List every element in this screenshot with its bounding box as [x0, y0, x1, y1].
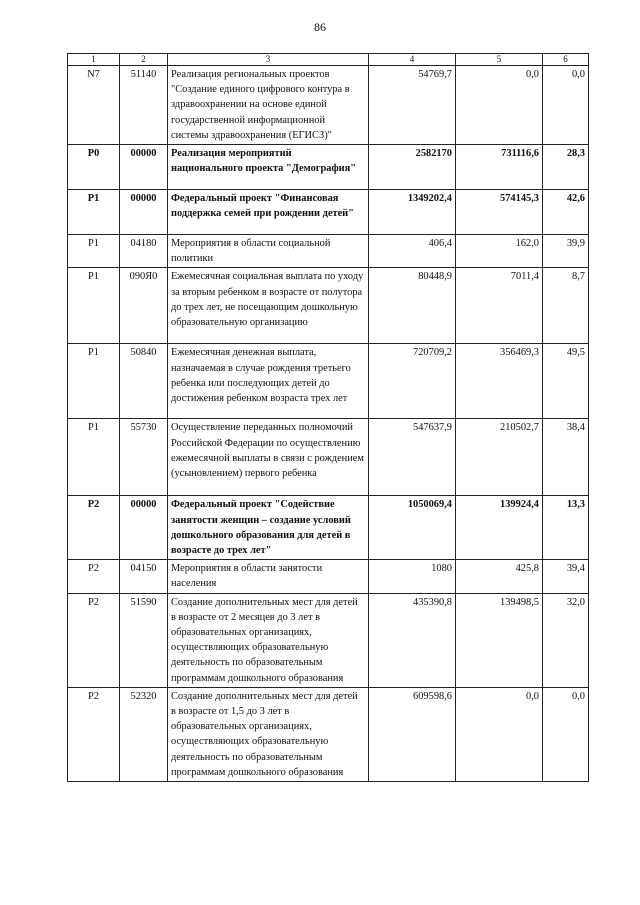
table-row	[68, 419, 589, 496]
row-direction-code: 55730	[120, 419, 168, 496]
row-value-col5: 0,0	[456, 66, 543, 145]
row-value-col4: 1349202,4	[369, 190, 456, 235]
row-value-col4: 720709,2	[369, 344, 456, 419]
row-value-col6: 8,7	[543, 268, 589, 344]
row-value-col4: 2582170	[369, 145, 456, 190]
row-direction-code: 04180	[120, 235, 168, 268]
row-name: Реализация региональных проектов "Создание единого цифрового контура в здравоохранении на основе единой государственной информационной системы здравоохранения (ЕГИСЗ)"	[168, 66, 369, 145]
row-name: Федеральный проект "Финансовая поддержка семей при рождении детей"	[168, 190, 369, 235]
column-header-3: 3	[168, 54, 369, 66]
row-direction-code: 04150	[120, 560, 168, 593]
row-direction-code: 00000	[120, 496, 168, 560]
row-program-code: P1	[68, 235, 120, 268]
row-value-col5: 0,0	[456, 687, 543, 781]
row-value-col5: 139498,5	[456, 593, 543, 687]
row-name: Создание дополнительных мест для детей в возрасте от 2 месяцев до 3 лет в образовательных организациях, осуществляющих образовательную деятельность по образовательным программам дошкольного образования	[168, 593, 369, 687]
row-name: Мероприятия в области социальной политики	[168, 235, 369, 268]
row-value-col4: 80448,9	[369, 268, 456, 344]
row-value-col4: 1080	[369, 560, 456, 593]
row-name: Осуществление переданных полномочий Российской Федерации по осуществлению ежемесячной выплаты в связи с рождением (усыновлением) первого ребенка	[168, 419, 369, 496]
row-value-col6: 39,9	[543, 235, 589, 268]
row-program-code: P2	[68, 593, 120, 687]
row-value-col4: 406,4	[369, 235, 456, 268]
column-header-1: 1	[68, 54, 120, 66]
table-row	[68, 344, 589, 419]
row-value-col4: 1050069,4	[369, 496, 456, 560]
row-direction-code: 00000	[120, 190, 168, 235]
table-row	[68, 687, 589, 781]
row-value-col4: 435390,8	[369, 593, 456, 687]
row-program-code: P1	[68, 419, 120, 496]
row-value-col5: 356469,3	[456, 344, 543, 419]
table-row	[68, 235, 589, 268]
row-value-col6: 32,0	[543, 593, 589, 687]
row-program-code: P2	[68, 560, 120, 593]
row-program-code: N7	[68, 66, 120, 145]
budget-table	[67, 53, 589, 782]
row-name: Ежемесячная денежная выплата, назначаемая в случае рождения третьего ребенка или последующих детей до достижения ребенком возраста трех лет	[168, 344, 369, 419]
row-value-col5: 139924,4	[456, 496, 543, 560]
page-number: 86	[314, 20, 326, 34]
row-program-code: P2	[68, 687, 120, 781]
table-row	[68, 560, 589, 593]
row-value-col4: 609598,6	[369, 687, 456, 781]
row-program-code: P0	[68, 145, 120, 190]
table-row	[68, 593, 589, 687]
row-name: Создание дополнительных мест для детей в возрасте от 1,5 до 3 лет в образовательных организациях, осуществляющих образовательную деятельность по образовательным программам дошкольного образования	[168, 687, 369, 781]
table-row	[68, 190, 589, 235]
row-value-col6: 0,0	[543, 687, 589, 781]
row-name: Реализация мероприятий национального проекта "Демография"	[168, 145, 369, 190]
column-header-2: 2	[120, 54, 168, 66]
row-direction-code: 51140	[120, 66, 168, 145]
table-row	[68, 66, 589, 145]
row-value-col5: 574145,3	[456, 190, 543, 235]
row-name: Мероприятия в области занятости населения	[168, 560, 369, 593]
row-value-col5: 162,0	[456, 235, 543, 268]
row-name: Ежемесячная социальная выплата по уходу за вторым ребенком в возрасте от полутора до трех лет, не посещающим дошкольную образовательную организацию	[168, 268, 369, 344]
row-value-col5: 210502,7	[456, 419, 543, 496]
row-value-col5: 731116,6	[456, 145, 543, 190]
row-direction-code: 51590	[120, 593, 168, 687]
column-number-header-row	[68, 54, 589, 66]
row-program-code: P1	[68, 268, 120, 344]
row-value-col5: 7011,4	[456, 268, 543, 344]
column-header-4: 4	[369, 54, 456, 66]
row-value-col6: 42,6	[543, 190, 589, 235]
row-value-col5: 425,8	[456, 560, 543, 593]
row-value-col6: 38,4	[543, 419, 589, 496]
table-row	[68, 268, 589, 344]
column-header-6: 6	[543, 54, 589, 66]
row-value-col4: 547637,9	[369, 419, 456, 496]
row-direction-code: 00000	[120, 145, 168, 190]
row-value-col6: 28,3	[543, 145, 589, 190]
row-value-col6: 0,0	[543, 66, 589, 145]
row-direction-code: 090Я0	[120, 268, 168, 344]
row-direction-code: 52320	[120, 687, 168, 781]
row-name: Федеральный проект "Содействие занятости женщин – создание условий дошкольного образования для детей в возрасте до трех лет"	[168, 496, 369, 560]
row-direction-code: 50840	[120, 344, 168, 419]
row-program-code: P2	[68, 496, 120, 560]
row-value-col6: 49,5	[543, 344, 589, 419]
row-value-col6: 13,3	[543, 496, 589, 560]
column-header-5: 5	[456, 54, 543, 66]
row-program-code: P1	[68, 190, 120, 235]
table-row	[68, 145, 589, 190]
row-program-code: P1	[68, 344, 120, 419]
table-row	[68, 496, 589, 560]
row-value-col6: 39,4	[543, 560, 589, 593]
row-value-col4: 54769,7	[369, 66, 456, 145]
